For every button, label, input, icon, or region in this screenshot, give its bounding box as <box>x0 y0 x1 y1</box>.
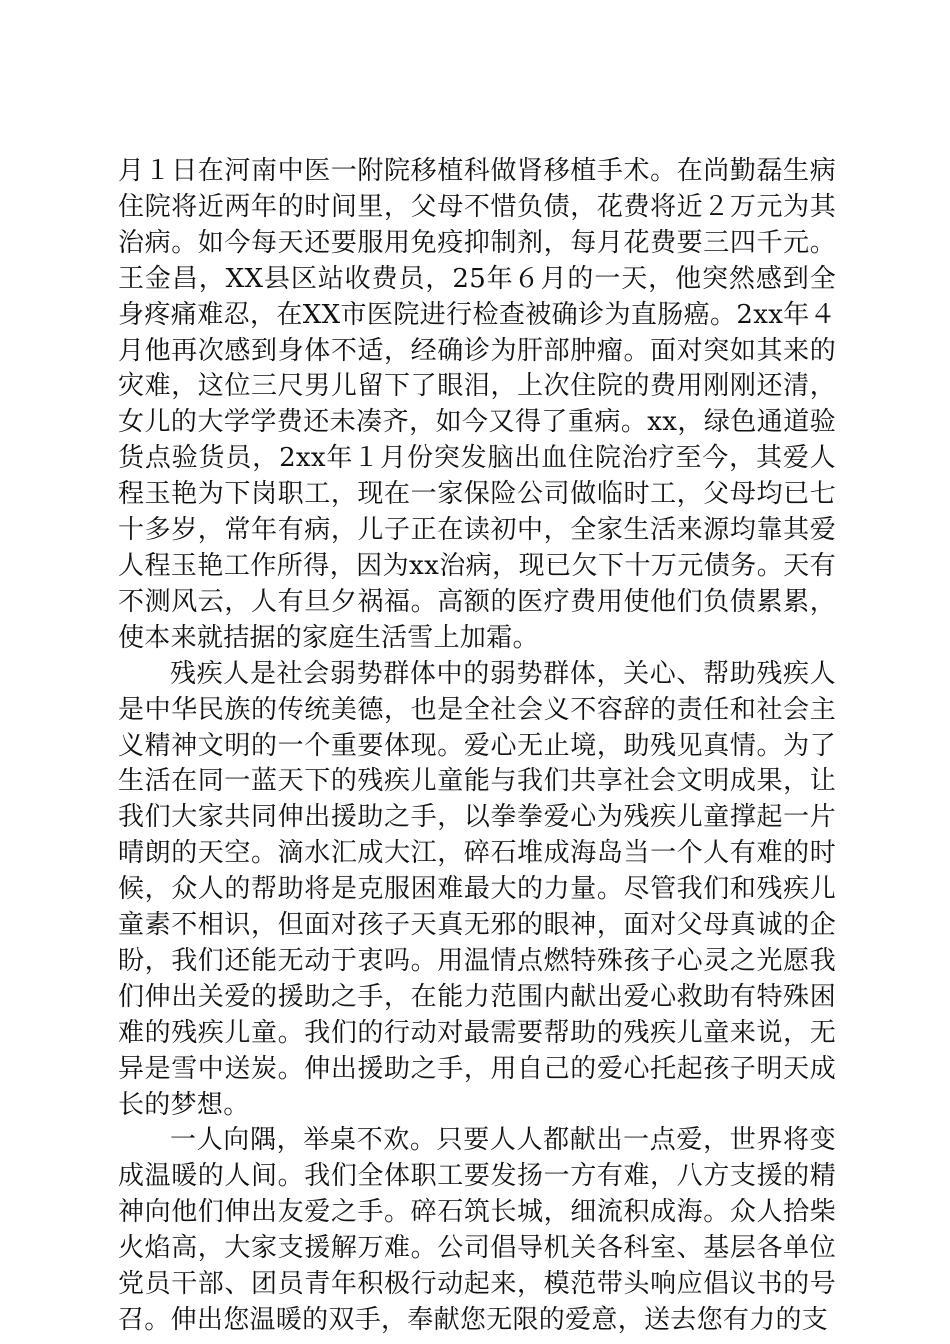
document-body <box>118 154 836 1339</box>
paragraph-1: 月１日在河南中医一附院移植科做肾移植手术。在尚勤磊生病住院将近两年的时间里，父母不惜负债，花费将近２万元为其治病。如今每天还要服用免疫抑制剂，每月花费要三四千元。王金昌，XX县区站收费员，25年６月的一天，他突然感到全身疼痛难忍，在XX市医院进行检查被确诊为直肠癌。2xx年４月他再次感到身体不适，经确诊为肝部肿瘤。面对突如其来的灾难，这位三尺男儿留下了眼泪，上次住院的费用刚刚还清，女儿的大学学费还未凑齐，如今又得了重病。xx，绿色通道验货点验货员，2xx年１月份突发脑出血住院治疗至今，其爱人程玉艳为下岗职工，现在一家保险公司做临时工，父母均已七十多岁，常年有病，儿子正在读初中，全家生活来源均靠其爱人程玉艳工作所得，因为xx治病，现已欠下十万元债务。天有不测风云，人有旦夕祸福。高额的医疗费用使他们负债累累，使本来就拮据的家庭生活雪上加霜。 <box>118 156 836 653</box>
paragraph-3: 一人向隅，举桌不欢。只要人人都献出一点爱，世界将变成温暖的人间。我们全体职工要发扬一方有难，八方支援的精神向他们伸出友爱之手。碎石筑长城，细流积成海。众人拾柴火焰高，大家支援解万难。公司倡导机关各科室、基层各单位党员干部、团员青年积极行动起来，模范带头响应倡议书的号召。伸出您温暖的双手，奉献您无限的爱意，送去您有力的支 <box>118 1125 836 1335</box>
paragraph-2: 残疾人是社会弱势群体中的弱势群体，关心、帮助残疾人是中华民族的传统美德，也是全社会义不容辞的责任和社会主义精神文明的一个重要体现。爱心无止境，助残见真情。为了生活在同一蓝天下的残疾儿童能与我们共享社会文明成果，让我们大家共同伸出援助之手，以拳拳爱心为残疾儿童撑起一片晴朗的天空。滴水汇成大江，碎石堆成海岛当一个人有难的时候，众人的帮助将是克服困难最大的力量。尽管我们和残疾儿童素不相识，但面对孩子天真无邪的眼神，面对父母真诚的企盼，我们还能无动于衷吗。用温情点燃特殊孩子心灵之光愿我们伸出关爱的援助之手，在能力范围内献出爱心救助有特殊困难的残疾儿童。我们的行动对最需要帮助的残疾儿童来说，无异是雪中送炭。伸出援助之手，用自己的爱心托起孩子明天成长的梦想。 <box>118 658 836 1120</box>
